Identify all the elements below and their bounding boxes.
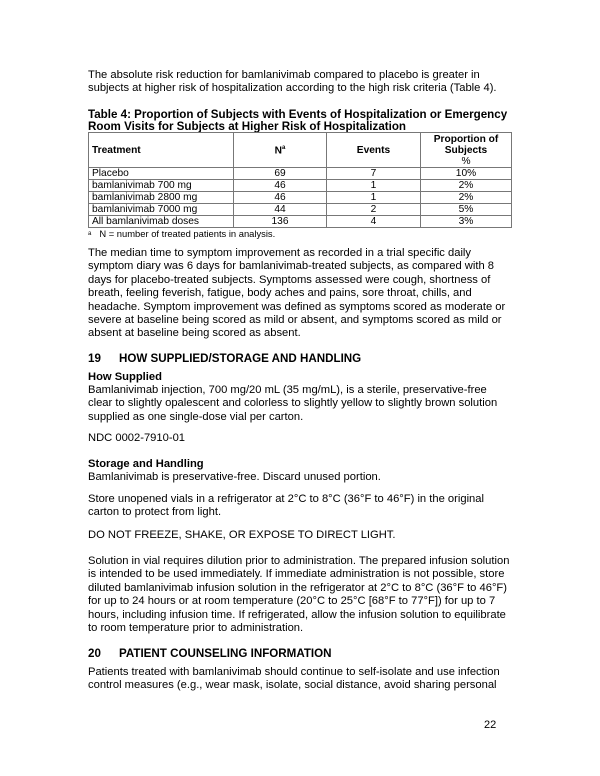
header-proportion-line1: Proportion of xyxy=(433,133,499,145)
page-number: 22 xyxy=(484,719,497,731)
section-20-heading xyxy=(88,647,512,660)
storage-text-1: Bamlanivimab is preservative-free. Discard unused portion. xyxy=(88,471,381,483)
header-treatment: Treatment xyxy=(89,133,234,168)
table-row xyxy=(89,192,512,204)
cell-events: 7 xyxy=(327,168,421,180)
cell-proportion: 3% xyxy=(421,216,512,228)
table4-caption-line1: Table 4: Proportion of Subjects with Events of Hospitalization or Emergency xyxy=(88,108,508,121)
section-20-title: PATIENT COUNSELING INFORMATION xyxy=(119,647,332,660)
table-row xyxy=(89,180,512,192)
table-row xyxy=(89,204,512,216)
cell-events: 2 xyxy=(327,204,421,216)
cell-n: 136 xyxy=(234,216,327,228)
cell-treatment: bamlanivimab 2800 mg xyxy=(89,192,234,204)
cell-proportion: 5% xyxy=(421,204,512,216)
cell-treatment: bamlanivimab 700 mg xyxy=(89,180,234,192)
cell-treatment: bamlanivimab 7000 mg xyxy=(89,204,234,216)
footnote-text: N = number of treated patients in analysis. xyxy=(99,228,276,239)
intro-paragraph: The absolute risk reduction for bamlanivimab compared to placebo is greater in subjects at higher risk of hospitalization according to the high risk criteria (Table 4). xyxy=(88,69,497,95)
how-supplied-text: Bamlanivimab injection, 700 mg/20 mL (35 mg/mL), is a sterile, preservative-free clear to slightly opalescent and colorless to slightly yellow to slightly brown solution supplied as one single-dose vial per carton. xyxy=(88,384,498,423)
cell-n: 46 xyxy=(234,180,327,192)
cell-n: 69 xyxy=(234,168,327,180)
table4-caption-line2: Room Visits for Subjects at Higher Risk of Hospitalization xyxy=(88,120,407,134)
table4-footnote xyxy=(88,228,512,239)
header-proportion xyxy=(421,133,512,168)
footnote-marker: a xyxy=(88,231,92,237)
symptom-paragraph: The median time to symptom improvement as recorded in a trial specific daily symptom diary was 6 days for bamlanivimab-treated subjects, as compared with 8 days for placebo-treated subjects. Symptoms assessed were cough, shortness of breath, feeling feverish, fatigue, body aches and pains, sore throat, chills, and headache. Symptom improvement was defined as symptoms scored as moderate or severe at baseline being scored as mild or absent, and symptoms scored as mild or absent at baseline being scored as absent. xyxy=(88,247,506,340)
table4 xyxy=(88,132,512,228)
cell-n: 46 xyxy=(234,192,327,204)
section-19-heading xyxy=(88,352,512,365)
cell-events: 4 xyxy=(327,216,421,228)
header-proportion-line2: Subjects xyxy=(444,144,488,156)
header-n-superscript: a xyxy=(282,145,286,152)
storage-heading: Storage and Handling xyxy=(88,458,204,470)
section-20-number: 20 xyxy=(88,647,101,660)
storage-warning: DO NOT FREEZE, SHAKE, OR EXPOSE TO DIRECT LIGHT. xyxy=(88,529,396,541)
table-row xyxy=(89,168,512,180)
cell-proportion: 2% xyxy=(421,180,512,192)
table-row xyxy=(89,216,512,228)
table4-caption xyxy=(88,109,512,134)
cell-proportion: 10% xyxy=(421,168,512,180)
header-events: Events xyxy=(327,133,421,168)
storage-text-3: Solution in vial requires dilution prior to administration. The prepared infusion solution is intended to be used immediately. If immediate administration is not possible, store diluted bamlanivimab infusion solution in the refrigerator at 2°C to 8°C (36°F to 46°F) for up to 24 hours or at room temperature (20°C to 25°C [68°F to 77°F]) for up to 7 hours, including infusion time. If refrigerated, allow the infusion solution to equilibrate to room temperature prior to administration. xyxy=(88,555,510,635)
cell-events: 1 xyxy=(327,192,421,204)
header-n-label: N xyxy=(274,145,282,157)
section-20-text: Patients treated with bamlanivimab should continue to self-isolate and use infection control measures (e.g., wear mask, isolate, social distance, avoid sharing personal xyxy=(88,666,500,692)
how-supplied-heading: How Supplied xyxy=(88,371,162,383)
storage-text-2: Store unopened vials in a refrigerator at 2°C to 8°C (36°F to 46°F) in the original carton to protect from light. xyxy=(88,493,484,519)
cell-events: 1 xyxy=(327,180,421,192)
cell-n: 44 xyxy=(234,204,327,216)
ndc-code: NDC 0002-7910-01 xyxy=(88,432,186,444)
table4-container xyxy=(88,132,512,239)
cell-treatment: All bamlanivimab doses xyxy=(89,216,234,228)
table-header-row xyxy=(89,133,512,168)
cell-treatment: Placebo xyxy=(89,168,234,180)
header-proportion-line3: % xyxy=(461,155,471,167)
section-19-title: HOW SUPPLIED/STORAGE AND HANDLING xyxy=(119,352,362,365)
section-19-number: 19 xyxy=(88,352,101,365)
header-n xyxy=(234,133,327,168)
cell-proportion: 2% xyxy=(421,192,512,204)
